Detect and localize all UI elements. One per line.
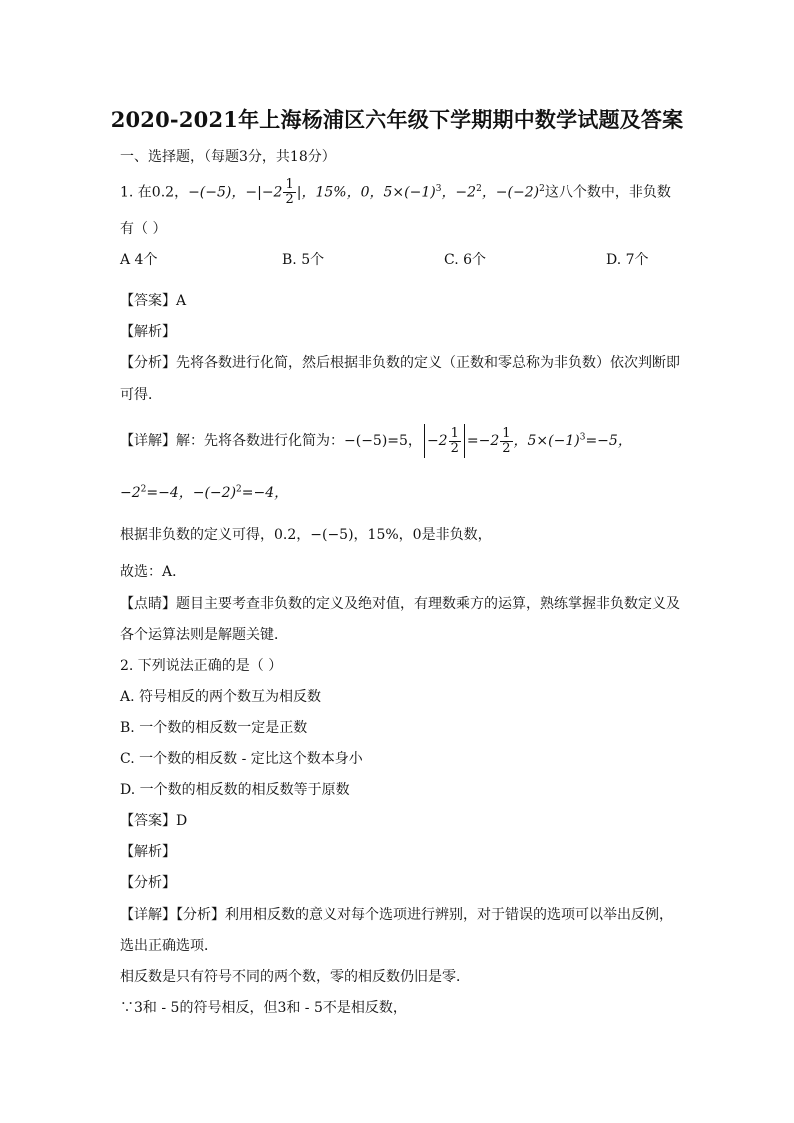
answer-2: 【答案】D [120,813,188,829]
option-a: A 4个 [120,252,158,268]
detail-2: 【详解】【分析】利用相反数的意义对每个选项进行辨别，对于错误的选项可以举出反例， [120,907,673,923]
q1-item: ，−2 [441,184,477,201]
reasoning-2: ∵3和 - 5的符号相反，但3和 - 5不是相反数， [120,1000,407,1016]
analysis-text-2: 【分析】 [120,875,176,891]
analysis-text-1: 【分析】先将各数进行化简，然后根据非负数的定义（正数和零总称为非负数）依次判断即 [120,355,680,371]
choice-1: 故选：A． [120,564,187,580]
analysis-heading-1: 【解析】 [120,324,176,340]
q2-option-a: A. 符号相反的两个数互为相反数 [120,689,322,705]
q1-item: ，−|−2 [231,184,283,201]
q1-prefix: 1. 在0.2， [120,184,189,201]
section-heading: 一、选择题，（每题3分，共18分） [120,149,336,165]
dianjing-1: 【点睛】题目主要考查非负数的定义及绝对值，有理数乘方的运算，熟练掌握非负数定义及 [120,596,680,612]
option-b: B. 5个 [282,252,325,268]
question-1-stem-line2: 有（ ） [120,221,167,237]
answer-1: 【答案】A [120,293,187,309]
conclusion-1: 根据非负数的定义可得，0.2，−(−5)，15%，0是非负数， [120,527,492,543]
definition-2: 相反数是只有符号不同的两个数，零的相反数仍旧是零． [120,969,470,985]
detail-line-2: $-2^2=-4$，$-(-2)^2=-4$， [120,484,289,501]
dianjing-1-line2: 各个运算法则是解题关键． [120,627,288,643]
q2-option-b: B. 一个数的相反数一定是正数 [120,720,308,736]
option-d: D. 7个 [606,252,649,268]
question-2-stem: 2. 下列说法正确的是（ ） [120,658,283,674]
q1-item: −(−5) [188,184,232,201]
abs-bar-left [424,424,425,458]
option-c: C. 6个 [444,252,487,268]
analysis-heading-2: 【解析】 [120,844,176,860]
q1-item: 这八个数中，非负数 [544,184,671,201]
abs-bar-right [464,424,465,458]
detail-fraction-2: $\frac{1}{2}$ [502,425,511,456]
q1-item: |，15%，0，5×(−1) [296,184,436,201]
detail-2-line2: 选出正确选项． [120,938,218,954]
analysis-text-1-line2: 可得． [120,387,162,403]
detail-fraction: $\frac{1}{2}$ [450,425,459,456]
page-title: 2020-2021年上海杨浦区六年级下学期期中数学试题及答案 [110,107,684,132]
detail-line-1: 【详解】解：先将各数进行化简为：−(−5)=5， −2 $\frac{1}{2}$ =−2 $\frac{1}{2}$ ，$5\times(-1)^3=-5$， [120,424,632,458]
q2-option-c: C. 一个数的相反数 - 定比这个数本身小 [120,751,363,767]
q1-item: ，−(−2) [481,184,540,201]
question-1-stem: 1. 在0.2，−(−5)，−|−2 $\frac{1}{2}$ |，15%，0，$5\times(-1)^3$，$-2^2$，$-(-2)^2$这八个数中，非负数 [120,177,671,207]
q2-option-d: D. 一个数的相反数的相反数等于原数 [120,782,350,798]
q1-fraction: $\frac{1}{2}$ [285,177,294,207]
